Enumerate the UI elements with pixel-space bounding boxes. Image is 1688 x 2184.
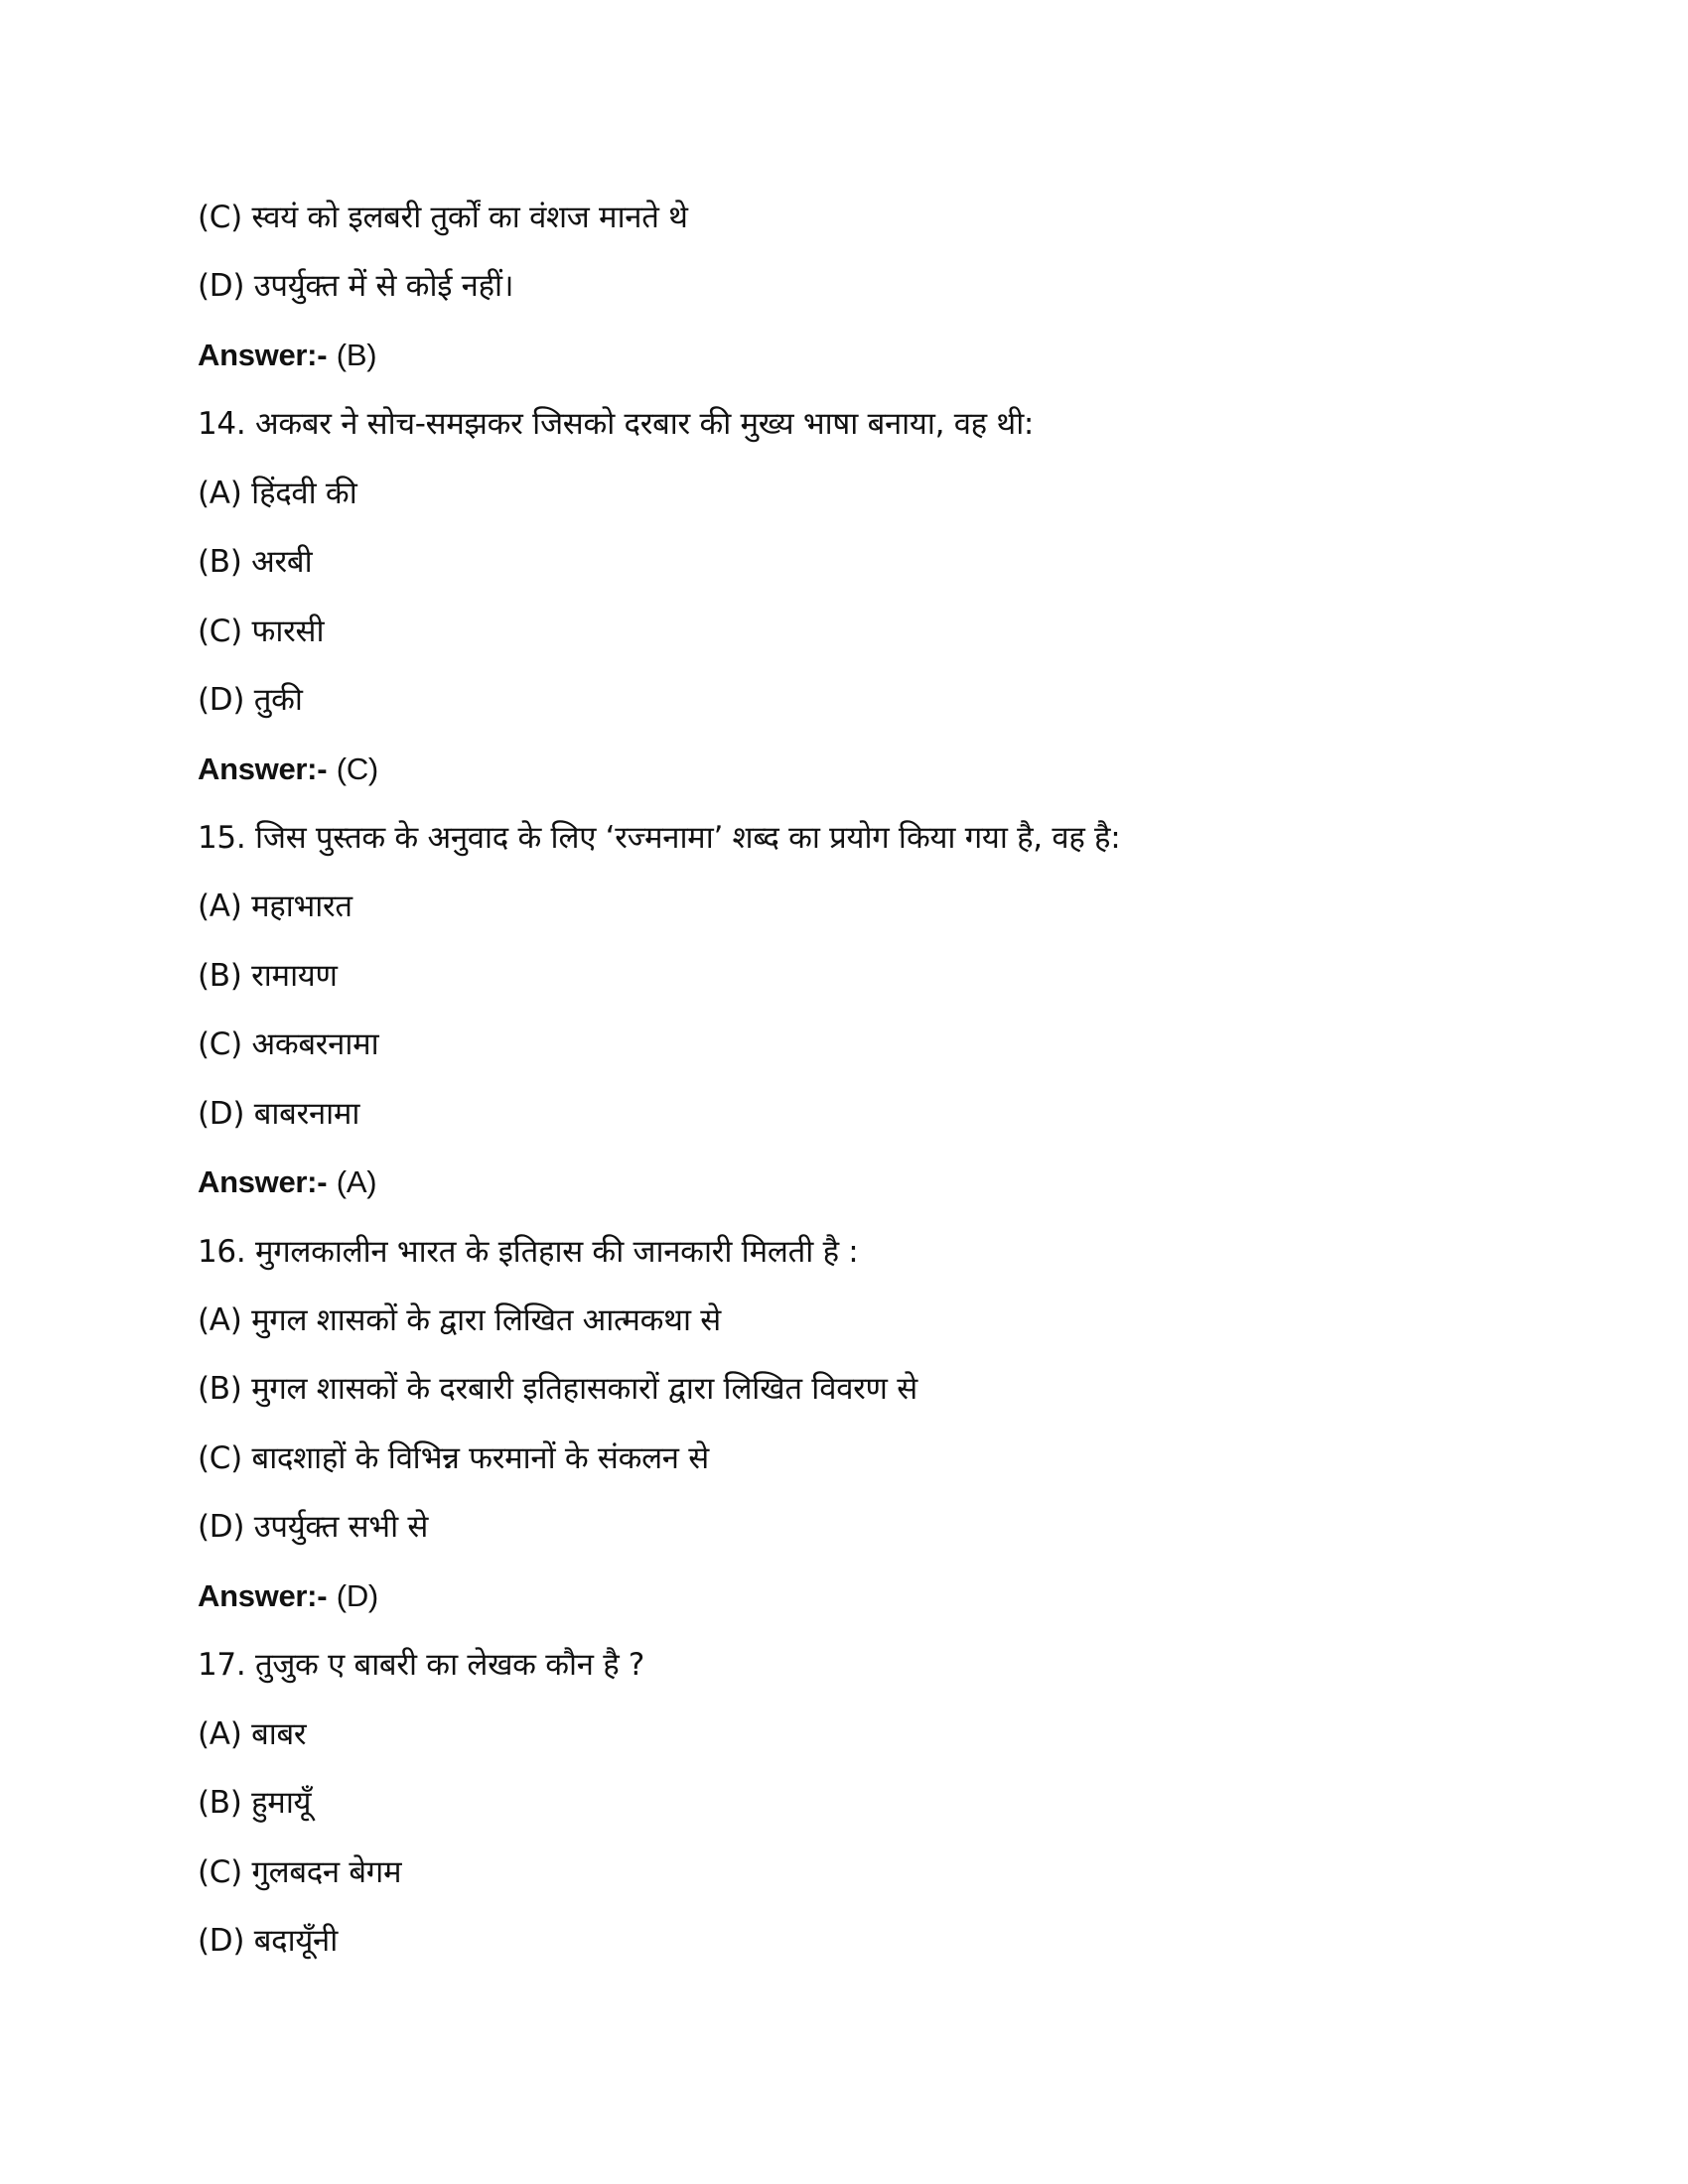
option-text: महाभारत	[251, 888, 352, 925]
option-label: (A)	[198, 1302, 242, 1338]
question-number: 15.	[198, 819, 246, 856]
answer-line	[198, 743, 1538, 811]
question-number: 16.	[198, 1233, 246, 1270]
option-text: उपर्युक्त सभी से	[253, 1509, 429, 1546]
option-text: उपर्युक्त में से कोई नहीं।	[253, 268, 514, 305]
answer-label: Answer:-	[198, 337, 328, 372]
option-text: मुगल शासकों के दरबारी इतिहासकारों द्वारा लिखित विवरण से	[251, 1371, 917, 1408]
option-text: अरबी	[251, 544, 313, 581]
option-label: (C)	[198, 200, 242, 235]
option-label: (B)	[198, 1785, 242, 1822]
question-text: जिस पुस्तक के अनुवाद के लिए ‘रज्मनामा’ शब्द का प्रयोग किया गया है, वह है:	[254, 819, 1121, 856]
option-d	[198, 1500, 1538, 1569]
answer-label: Answer:-	[198, 751, 328, 786]
option-c	[198, 1845, 1538, 1914]
option-label: (A)	[198, 888, 242, 925]
option-label: (D)	[198, 1922, 245, 1959]
answer-value: (C)	[336, 751, 378, 786]
answer-label: Answer:-	[198, 1164, 328, 1200]
option-c	[198, 605, 1538, 673]
option-text: बदायूँनी	[253, 1922, 338, 1959]
option-a	[198, 880, 1538, 948]
option-b	[198, 1776, 1538, 1844]
option-text: हिंदवी की	[251, 475, 357, 511]
option-text: मुगल शासकों के द्वारा लिखित आत्मकथा से	[251, 1302, 721, 1338]
option-label: (D)	[198, 1095, 245, 1132]
option-b	[198, 949, 1538, 1018]
option-b	[198, 535, 1538, 604]
option-c	[198, 191, 1538, 259]
option-label: (C)	[198, 613, 242, 649]
question-number: 17.	[198, 1647, 246, 1684]
option-label: (B)	[198, 544, 242, 581]
question-text: तुजुक ए बाबरी का लेखक कौन है ?	[254, 1647, 645, 1684]
option-text: बादशाहों के विभिन्न फरमानों के संकलन से	[251, 1439, 709, 1476]
option-label: (C)	[198, 1853, 242, 1890]
option-text: फारसी	[251, 613, 325, 649]
option-label: (B)	[198, 957, 242, 994]
option-text: बाबरनामा	[253, 1095, 360, 1132]
option-label: (C)	[198, 1026, 242, 1063]
answer-line	[198, 1156, 1538, 1224]
answer-line	[198, 1570, 1538, 1638]
option-text: गुलबदन बेगम	[251, 1853, 402, 1890]
option-label: (D)	[198, 1509, 245, 1546]
option-label: (A)	[198, 1715, 242, 1752]
question-14	[198, 397, 1538, 466]
option-label: (D)	[198, 682, 245, 719]
question-16	[198, 1225, 1538, 1294]
option-c	[198, 1432, 1538, 1500]
option-a	[198, 467, 1538, 535]
option-d	[198, 1914, 1538, 1982]
option-label: (A)	[198, 475, 242, 511]
answer-value: (A)	[336, 1164, 377, 1200]
question-17	[198, 1638, 1538, 1706]
option-label: (C)	[198, 1439, 242, 1476]
option-text: हुमायूँ	[251, 1785, 312, 1822]
option-a	[198, 1294, 1538, 1362]
question-text: मुगलकालीन भारत के इतिहास की जानकारी मिलती है :	[254, 1233, 859, 1270]
question-text: अकबर ने सोच-समझकर जिसको दरबार की मुख्य भाषा बनाया, वह थी:	[254, 406, 1035, 443]
option-text: बाबर	[251, 1715, 307, 1752]
option-b	[198, 1362, 1538, 1431]
answer-value: (B)	[336, 337, 377, 372]
option-c	[198, 1018, 1538, 1086]
document-page	[198, 191, 1538, 1982]
option-text: रामायण	[251, 957, 338, 994]
answer-label: Answer:-	[198, 1577, 328, 1613]
option-text: अकबरनामा	[251, 1026, 379, 1063]
option-d	[198, 1087, 1538, 1156]
question-15	[198, 811, 1538, 880]
question-number: 14.	[198, 406, 246, 443]
answer-line	[198, 329, 1538, 397]
option-label: (B)	[198, 1371, 242, 1408]
answer-value: (D)	[336, 1577, 378, 1613]
option-d	[198, 673, 1538, 742]
option-label: (D)	[198, 268, 245, 305]
option-a	[198, 1707, 1538, 1776]
option-text: स्वयं को इलबरी तुर्कों का वंशज मानते थे	[251, 200, 688, 235]
option-text: तुकी	[253, 682, 303, 719]
option-d	[198, 259, 1538, 328]
